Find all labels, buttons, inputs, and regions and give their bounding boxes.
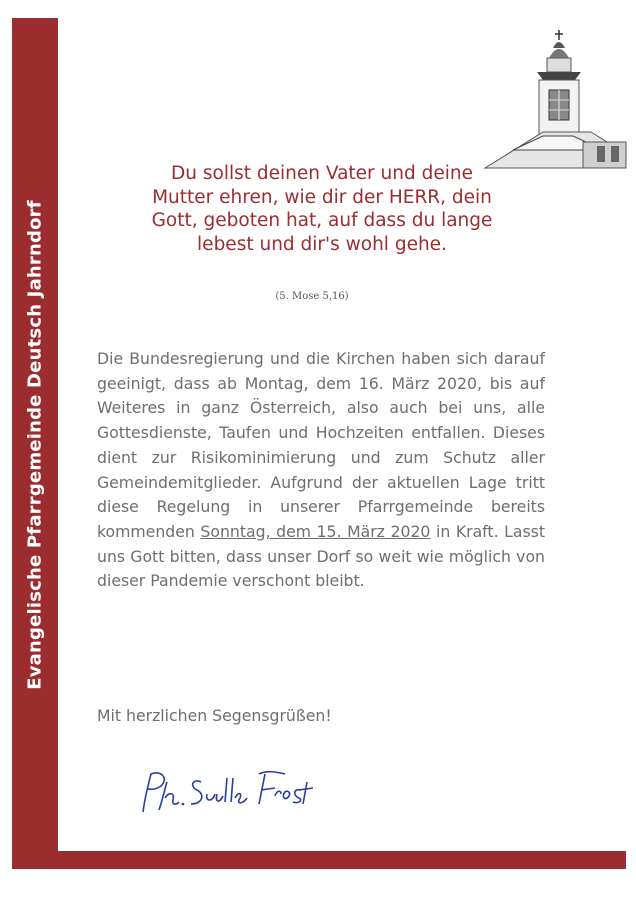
announcement-text bbox=[97, 347, 545, 594]
verse-line: Gott, geboten hat, auf dass du lange bbox=[151, 210, 493, 231]
verse-line: Mutter ehren, wie dir der HERR, dein bbox=[152, 186, 492, 208]
verse-line: lebest und dir's wohl gehe. bbox=[197, 233, 447, 255]
announcement-part: Die Bundesregierung und die Kirchen haben sich darauf geeinigt, dass ab Montag, dem 16. März 2020, bis auf Weiteres in ganz Österreich, also auch bei uns, alle Gottesdienste, Taufen und Hochzeiten entfallen. Dieses dient zur Risikominimierung und zum Schutz aller Gemeindemitglieder. Aufgrund der aktuellen Lage tritt diese Regelung in unserer Pfarrgemeinde bereits kommenden bbox=[97, 349, 545, 541]
handwritten-signature bbox=[135, 760, 315, 830]
verse-reference: (5. Mose 5,16) bbox=[275, 291, 349, 302]
announcement-part: in Kraft. Lasst uns Gott bitten, dass unser Dorf so weit wie möglich von dieser Pandemie verschont bleibt. bbox=[97, 521, 545, 591]
footer-band bbox=[12, 851, 626, 869]
parish-name: Evangelische Pfarrgemeinde Deutsch Jahrndorf bbox=[24, 200, 46, 690]
verse-line: Du sollst deinen Vater und deine bbox=[171, 163, 473, 184]
church-tower-icon bbox=[483, 28, 628, 173]
bible-verse bbox=[112, 162, 532, 256]
closing-greeting: Mit herzlichen Segensgrüßen! bbox=[97, 706, 332, 725]
announcement-date: Sonntag, dem 15. März 2020 bbox=[200, 521, 431, 541]
